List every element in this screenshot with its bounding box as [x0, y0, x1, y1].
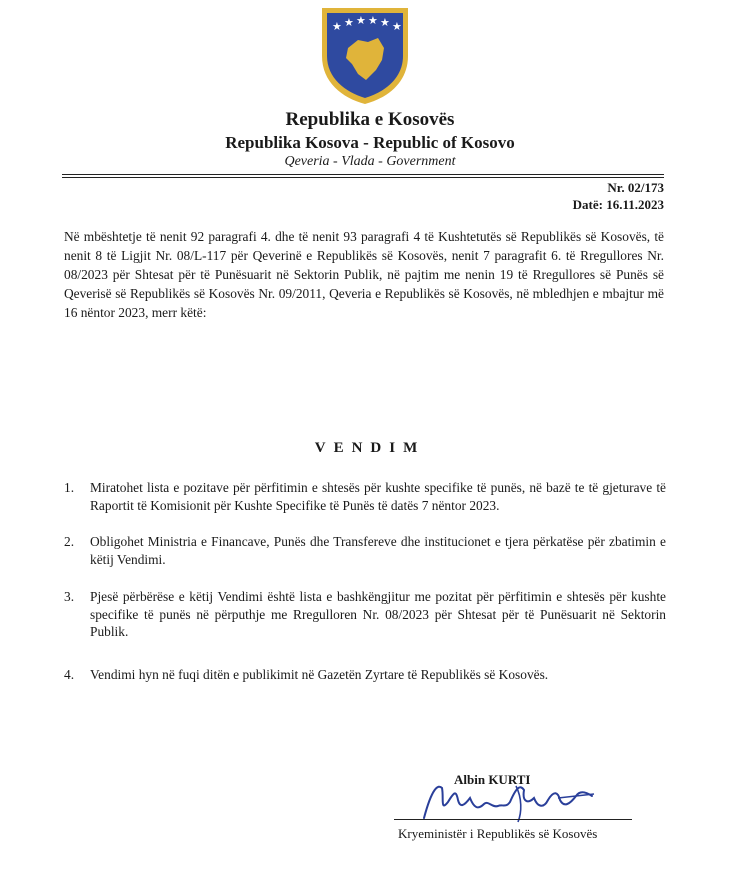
decision-title: VENDIM: [314, 440, 426, 456]
header-rule: [62, 174, 664, 175]
country-name-multilingual: Republika Kosova - Republic of Kosovo: [225, 133, 515, 152]
signature-line: [394, 819, 632, 820]
svg-text:★: ★: [344, 16, 354, 29]
signatory-role: Kryeministër i Republikës së Kosovës: [398, 826, 598, 841]
decision-item: [64, 479, 666, 514]
item-text: Vendimi hyn në fuqi ditën e publikimit në Gazetën Zyrtare të Republikës së Kosovës.: [90, 667, 549, 682]
svg-text:★: ★: [356, 14, 366, 27]
item-number: 2.: [64, 534, 75, 549]
item-text: Miratohet lista e pozitave për përfitimin e shtesës për kushte specifike të punës, në bazë te të gjeturave të Raportit të Komisionit për Kushte Specifike të Punës të datës 7 nëntor 2023.: [90, 480, 666, 513]
decision-date: Datë: 16.11.2023: [572, 197, 664, 212]
country-name: Republika e Kosovës: [285, 109, 455, 130]
decision-item: [64, 588, 666, 641]
legal-basis-paragraph: Në mbështetje të nenit 92 paragrafi 4. dhe të nenit 93 paragrafi 4 të Kushtetutës së Republikës së Kosovës, të nenit 8 të Ligjit Nr. 08/L-117 për Qeverinë e Republikës së Kosovës, nenit 7 paragrafit 6. të Rregullores Nr. 08/2023 për Shtesat për të Punësuarit në Sektorin Publik, në pajtim me nenin 19 të Rregullores së Punës së Qeverisë së Republikës së Kosovës Nr. 09/2011, Qeveria e Republikës së Kosovës, në mbledhjen e mbajtur më 16 nëntor 2023, merr këtë:: [64, 229, 664, 320]
item-number: 3.: [64, 589, 75, 604]
decision-item: [64, 533, 666, 568]
government-label: Qeveria - Vlada - Government: [284, 154, 456, 169]
decision-item: [64, 666, 666, 684]
item-text: Obligohet Ministria e Financave, Punës dhe Transfereve dhe institucionet e tjera përkatëse për zbatimin e këtij Vendimi.: [90, 534, 666, 567]
item-number: 4.: [64, 667, 75, 682]
item-text: Pjesë përbërëse e këtij Vendimi është lista e bashkëngjitur me pozitat për përfitimin e shtesës për kushte specifike të punës në përputhje me Rregulloren Nr. 08/2023 për Shtesat për të Punësuarit në Sektorin Publik.: [90, 589, 666, 639]
svg-text:★: ★: [392, 20, 402, 33]
decision-number: Nr. 02/173: [607, 180, 664, 195]
header-rule-secondary: [62, 177, 664, 178]
kosovo-coat-of-arms-icon: [318, 4, 412, 106]
signatory-name: Albin KURTI: [454, 772, 531, 787]
svg-text:★: ★: [380, 16, 390, 29]
item-number: 1.: [64, 480, 75, 495]
svg-text:★: ★: [368, 14, 378, 27]
svg-text:★: ★: [332, 20, 342, 33]
